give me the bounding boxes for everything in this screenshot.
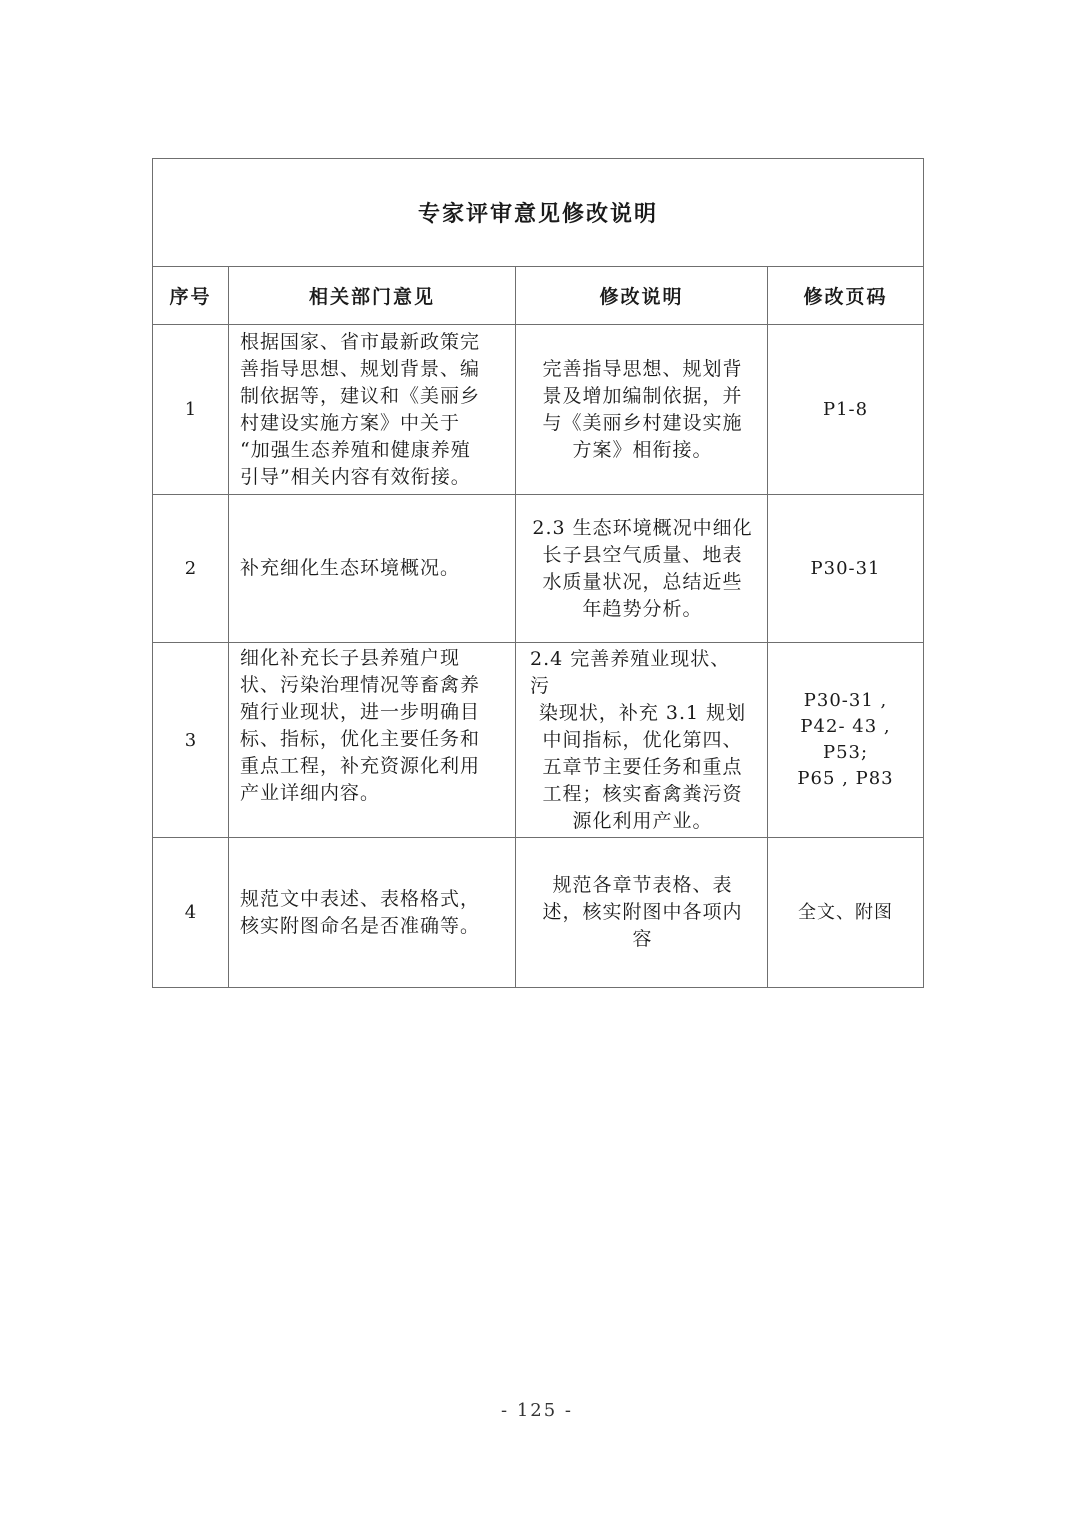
opinion-line: 规范文中表述、表格格式， xyxy=(240,887,481,910)
opinion-cell xyxy=(229,325,516,495)
opinion-line: 根据国家、省市最新政策完 xyxy=(240,330,481,353)
row-number: 3 xyxy=(153,643,229,838)
pages-line: P42- 43 , xyxy=(800,716,891,737)
pages-line: P53; xyxy=(822,742,869,763)
pages-line: P30-31 , xyxy=(803,690,888,711)
pages-line: P1-8 xyxy=(822,398,869,420)
row-number: 4 xyxy=(153,838,229,988)
title-row xyxy=(153,159,924,267)
revision-line: 方案》相衔接。 xyxy=(572,438,713,461)
table-row xyxy=(153,495,924,643)
revision-line: 述，核实附图中各项内 xyxy=(542,901,743,923)
header-opinion: 相关部门意见 xyxy=(229,267,516,325)
revision-line: 与《美丽乡村建设实施 xyxy=(542,411,743,434)
revision-line: 2.4 完善养殖业现状、 xyxy=(530,647,731,670)
header-pages: 修改页码 xyxy=(768,267,924,325)
row-number: 1 xyxy=(153,325,229,495)
opinion-line: 状、污染治理情况等畜禽养 xyxy=(240,674,481,696)
header-no: 序号 xyxy=(153,267,229,325)
pages-line: P30-31 xyxy=(810,557,881,579)
revision-cell xyxy=(516,325,768,495)
table-row xyxy=(153,838,924,988)
opinion-line: 产业详细内容。 xyxy=(240,782,381,804)
pages-line: P65 , P83 xyxy=(797,768,894,789)
opinion-line: 补充细化生态环境概况。 xyxy=(240,557,461,579)
pages-cell xyxy=(768,838,924,988)
opinion-line: 制依据等，建议和《美丽乡 xyxy=(240,384,481,407)
table-row xyxy=(153,325,924,495)
revision-line: 五章节主要任务和重点 xyxy=(542,755,743,778)
opinion-line: 殖行业现状，进一步明确目 xyxy=(240,701,481,723)
opinion-cell xyxy=(229,495,516,643)
revision-cell xyxy=(516,495,768,643)
revision-line: 染现状，补充 3.1 规划 xyxy=(538,701,747,724)
table-row xyxy=(153,643,924,838)
revision-line: 2.3 生态环境概况中细化 xyxy=(532,516,753,539)
opinion-line: 村建设实施方案》中关于 xyxy=(240,411,461,434)
pages-cell xyxy=(768,495,924,643)
revision-line: 景及增加编制依据，并 xyxy=(542,384,743,407)
row-number: 2 xyxy=(153,495,229,643)
revision-line: 完善指导思想、规划背 xyxy=(542,357,743,380)
revision-line: 中间指标，优化第四、 xyxy=(542,728,743,751)
opinion-cell xyxy=(229,643,516,838)
revision-line: 污 xyxy=(530,674,551,697)
opinion-line: 引导”相关内容有效衔接。 xyxy=(240,465,471,488)
header-revision: 修改说明 xyxy=(516,267,768,325)
revision-line: 规范各章节表格、表 xyxy=(552,874,733,896)
revision-line: 容 xyxy=(632,928,653,950)
opinion-line: 细化补充长子县养殖户现 xyxy=(240,647,461,669)
header-row xyxy=(153,267,924,325)
revision-line: 年趋势分析。 xyxy=(582,597,703,620)
revision-line: 水质量状况，总结近些 xyxy=(542,570,743,593)
pages-cell xyxy=(768,325,924,495)
opinion-line: 重点工程，补充资源化利用 xyxy=(240,755,481,777)
pages-cell xyxy=(768,643,924,838)
revision-line: 长子县空气质量、地表 xyxy=(542,543,743,566)
pages-line: 全文、附图 xyxy=(798,901,893,923)
page-number: - 125 - xyxy=(501,1400,573,1421)
opinion-cell xyxy=(229,838,516,988)
opinion-line: 核实附图命名是否准确等。 xyxy=(240,914,481,937)
revision-line: 源化利用产业。 xyxy=(572,809,713,832)
opinion-line: “加强生态养殖和健康养殖 xyxy=(240,438,471,461)
revision-cell xyxy=(516,838,768,988)
revision-table xyxy=(152,158,924,988)
table-title: 专家评审意见修改说明 xyxy=(153,159,924,267)
revision-cell xyxy=(516,643,768,838)
revision-line: 工程；核实畜禽粪污资 xyxy=(542,782,743,805)
opinion-line: 善指导思想、规划背景、编 xyxy=(240,357,481,380)
opinion-line: 标、指标，优化主要任务和 xyxy=(240,728,481,750)
